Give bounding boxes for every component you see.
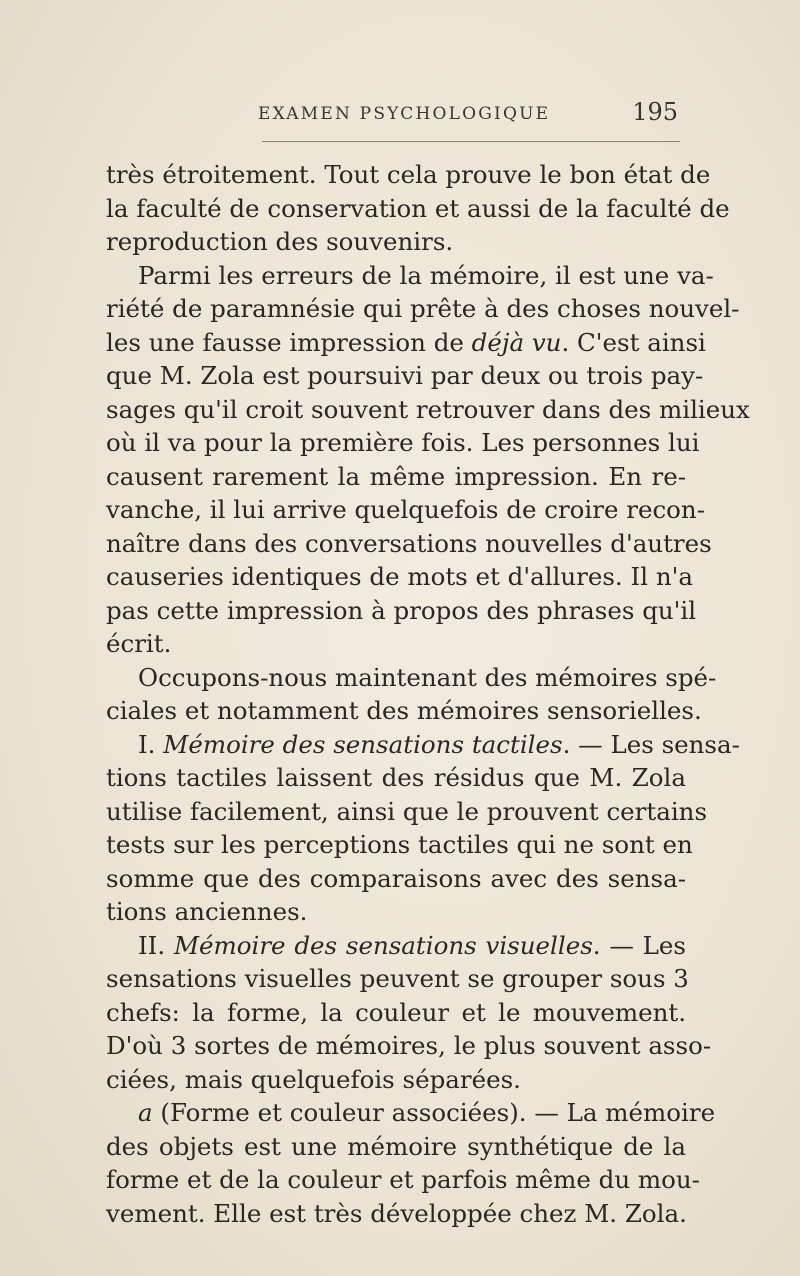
text-line: sages qu'il croit souvent retrouver dans des milieux <box>106 394 750 424</box>
text-line: tests sur les perceptions tactiles qui ne sont en <box>106 830 693 859</box>
text-line: utilise facilement, ainsi que le prouvent certains <box>106 796 708 826</box>
text-line <box>106 929 686 963</box>
text-run: les une fausse impression de <box>106 327 472 357</box>
text-line: naître dans des conversations nouvelles d'autres <box>106 528 712 558</box>
text-run: (Forme et couleur associées). — La mémoire <box>152 1098 716 1127</box>
section-heading-tactile: Mémoire des sensations tactiles <box>163 729 563 759</box>
text-line: des objets est une mémoire synthétique de la <box>106 1131 686 1161</box>
subsection-letter: a <box>138 1098 153 1127</box>
text-line: très étroitement. Tout cela prouve le bon état de <box>106 160 711 189</box>
italic-run: déjà vu <box>471 327 562 357</box>
text-line: D'où 3 sortes de mémoires, le plus souvent asso- <box>106 1031 712 1060</box>
text-line: la faculté de conservation et aussi de la faculté de <box>106 193 730 223</box>
text-line: Parmi les erreurs de la mémoire, il est une va- <box>138 260 714 290</box>
text-line <box>106 728 740 762</box>
text-line: vanche, il lui arrive quelquefois de croire recon- <box>106 495 705 524</box>
text-run: . — Les sensa- <box>562 729 740 759</box>
text-run: . C'est ainsi <box>561 327 706 357</box>
text-run: I. <box>138 729 164 759</box>
text-line: tions tactiles laissent des résidus que M. Zola <box>106 763 686 792</box>
text-line: ciées, mais quelquefois séparées. <box>106 1064 521 1094</box>
running-title: EXAMEN PSYCHOLOGIQUE <box>258 104 551 124</box>
body-text <box>106 158 750 1230</box>
text-line: chefs: la forme, la couleur et le mouvement. <box>106 997 686 1027</box>
text-line: que M. Zola est poursuivi par deux ou trois pay- <box>106 361 704 390</box>
text-line: écrit. <box>106 629 172 658</box>
text-line: Occupons-nous maintenant des mémoires spé- <box>138 662 717 692</box>
text-line: somme que des comparaisons avec des sensa- <box>106 863 686 893</box>
text-line: sensations visuelles peuvent se grouper sous 3 <box>106 964 689 993</box>
section-heading-visual: Mémoire des sensations visuelles <box>173 930 593 960</box>
text-run: . — Les <box>592 930 686 960</box>
text-line: forme et de la couleur et parfois même du mou- <box>106 1165 700 1194</box>
running-head <box>258 98 678 130</box>
text-line: pas cette impression à propos des phrases qu'il <box>106 595 697 625</box>
text-line: causent rarement la même impression. En re- <box>106 461 686 491</box>
text-line: reproduction des souvenirs. <box>106 227 454 256</box>
text-line <box>106 1096 716 1130</box>
text-line: ciales et notamment des mémoires sensorielles. <box>106 696 702 725</box>
text-line <box>106 326 706 360</box>
text-line: où il va pour la première fois. Les personnes lui <box>106 428 700 457</box>
text-line: riété de paramnésie qui prête à des choses nouvel- <box>106 294 740 323</box>
text-line: vement. Elle est très développée chez M. Zola. <box>106 1198 687 1228</box>
page-number: 195 <box>632 98 678 126</box>
text-line: tions anciennes. <box>106 897 308 926</box>
text-run: II. <box>138 930 174 960</box>
text-line: causeries identiques de mots et d'allures. Il n'a <box>106 562 693 591</box>
header-rule <box>262 141 680 142</box>
